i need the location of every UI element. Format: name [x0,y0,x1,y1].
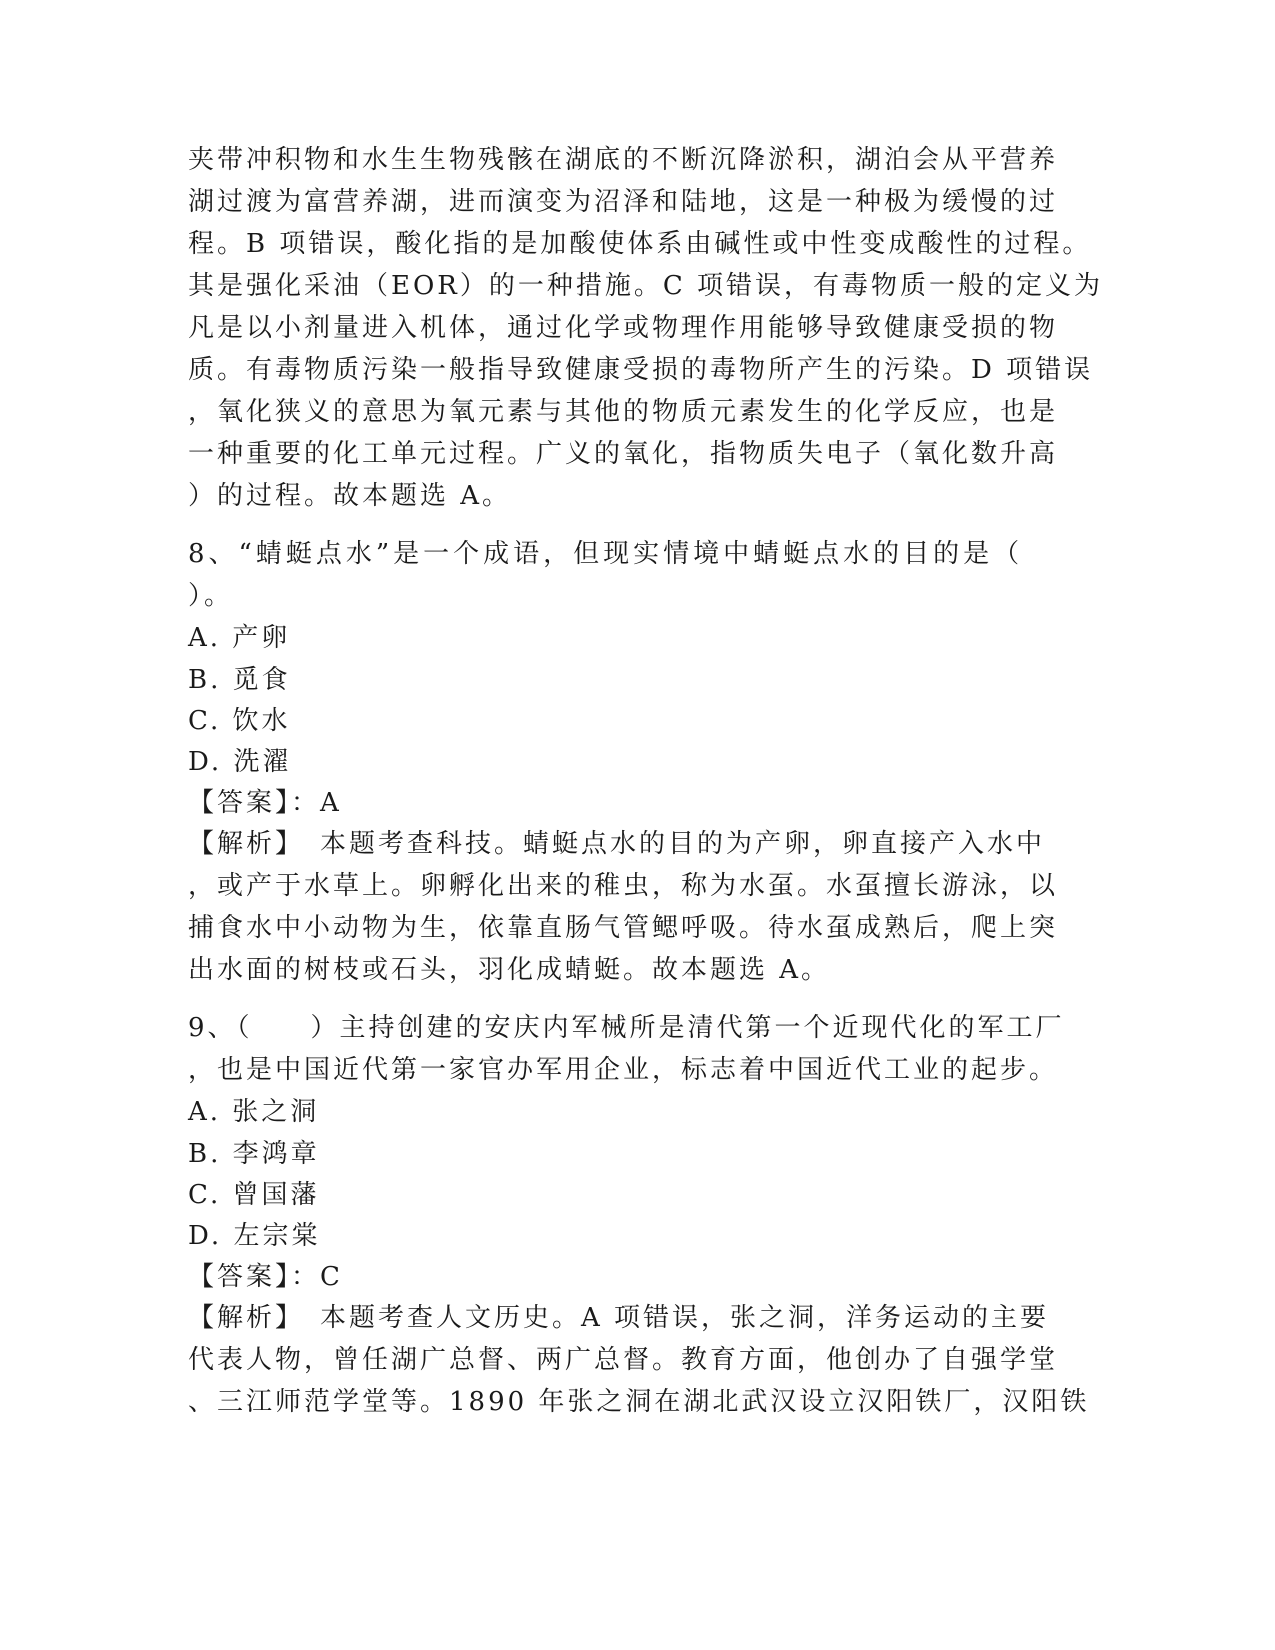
question-9-option-a: A. 张之洞 [188,1097,320,1127]
paragraph-line: 其是强化采油（EOR）的一种措施。C 项错误，有毒物质一般的定义为 [188,271,1104,301]
question-9-stem: 9、（ ）主持创建的安庆内军械所是清代第一个近现代化的军工厂 [188,1013,1065,1043]
paragraph-line: 一种重要的化工单元过程。广义的氧化，指物质失电子（氧化数升高 [188,439,1059,469]
paragraph-line: ，氧化狭义的意思为氧元素与其他的物质元素发生的化学反应，也是 [188,397,1059,427]
question-9-stem: ，也是中国近代第一家官办军用企业，标志着中国近代工业的起步。 [188,1055,1059,1085]
paragraph-line: 湖过渡为富营养湖，进而演变为沼泽和陆地，这是一种极为缓慢的过 [188,187,1059,217]
question-8-option-c: C. 饮水 [188,706,291,736]
paragraph-line: 程。B 项错误，酸化指的是加酸使体系由碱性或中性变成酸性的过程。 [188,229,1092,259]
question-8-analysis: ，或产于水草上。卵孵化出来的稚虫，称为水虿。水虿擅长游泳，以 [188,871,1059,901]
paragraph-line: 夹带冲积物和水生生物残骸在湖底的不断沉降淤积，湖泊会从平营养 [188,145,1059,175]
question-9-analysis: 代表人物，曾任湖广总督、两广总督。教育方面，他创办了自强学堂 [188,1345,1059,1375]
paragraph-line: ）的过程。故本题选 A。 [188,481,512,511]
question-8-stem: 8、“蜻蜓点水”是一个成语，但现实情境中蜻蜓点水的目的是（ [188,539,1024,569]
question-8-answer: 【答案】：A [188,788,342,818]
question-9-analysis: 、三江师范学堂等。1890 年张之洞在湖北武汉设立汉阳铁厂，汉阳铁 [188,1387,1090,1417]
question-8-analysis: 【解析】 本题考查科技。蜻蜓点水的目的为产卵，卵直接产入水中 [188,829,1046,859]
question-8-option-b: B. 觅食 [188,665,291,695]
question-9-option-c: C. 曾国藩 [188,1180,320,1210]
question-8-analysis: 捕食水中小动物为生，依靠直肠气管鳃呼吸。待水虿成熟后，爬上突 [188,913,1059,943]
question-9-analysis: 【解析】 本题考查人文历史。A 项错误，张之洞，洋务运动的主要 [188,1303,1050,1333]
question-9-answer: 【答案】：C [188,1262,343,1292]
question-9-option-d: D. 左宗棠 [188,1221,321,1251]
question-8-analysis: 出水面的树枝或石头，羽化成蜻蜓。故本题选 A。 [188,955,831,985]
question-8-stem: ）。 [188,581,234,611]
paragraph-line: 质。有毒物质污染一般指导致健康受损的毒物所产生的污染。D 项错误 [188,355,1094,385]
question-9-option-b: B. 李鸿章 [188,1139,320,1169]
question-8-option-a: A. 产卵 [188,623,291,653]
paragraph-line: 凡是以小剂量进入机体，通过化学或物理作用能够导致健康受损的物 [188,313,1059,343]
question-8-option-d: D. 洗濯 [188,747,292,777]
